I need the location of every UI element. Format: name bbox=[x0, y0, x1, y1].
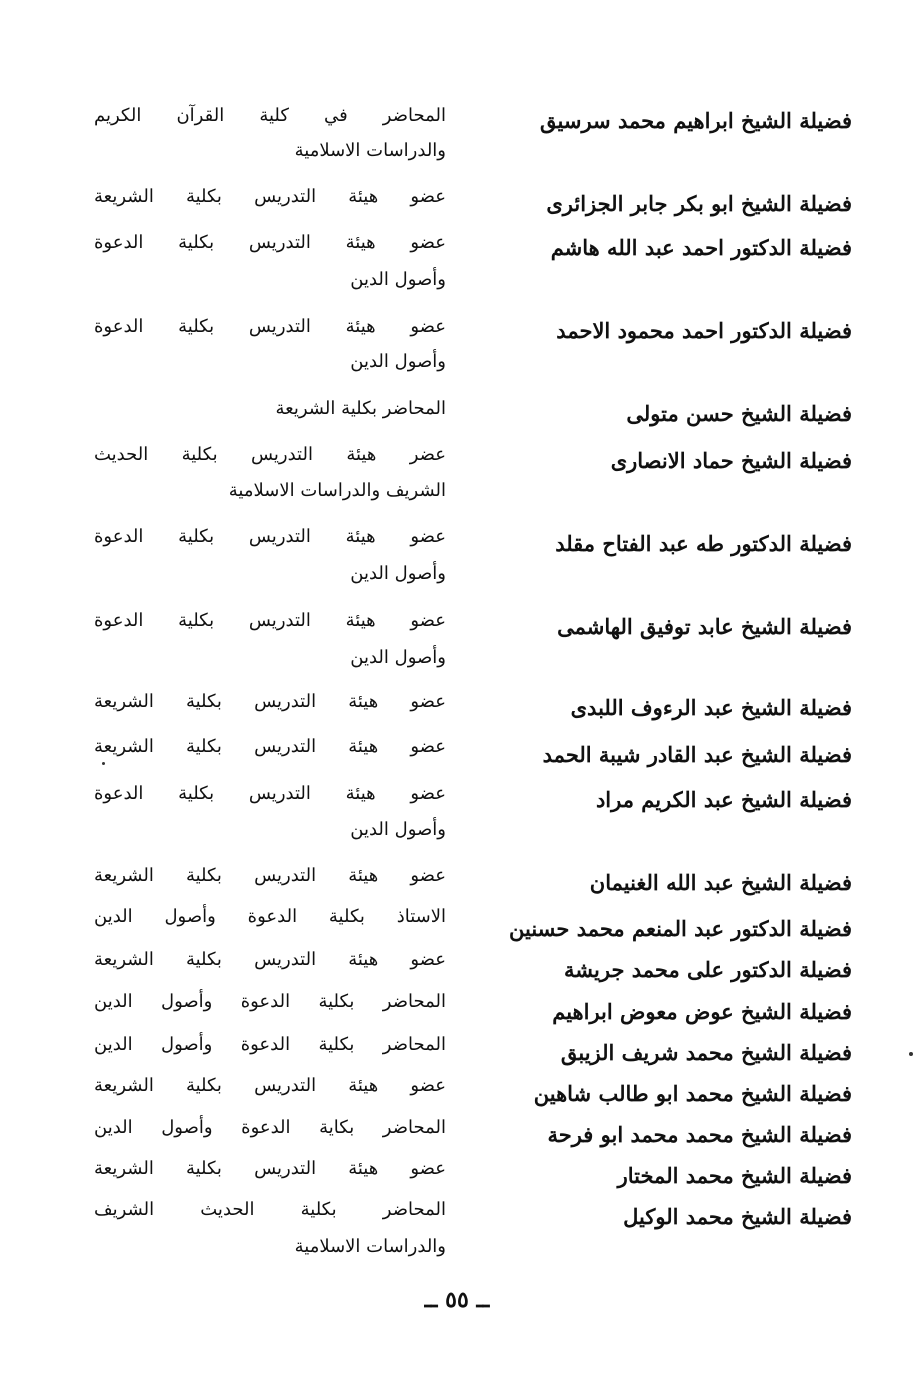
name-entry: فضيلة الشيخ ابراهيم محمد سرسيق bbox=[540, 108, 852, 133]
name-entry: فضيلة الشيخ محمد شريف الزيبق bbox=[560, 1040, 852, 1065]
role-line: عضو هيئة التدريس بكلية الدعوة bbox=[94, 610, 446, 631]
role-line: المحاضر بكلية الشريعة bbox=[275, 398, 446, 419]
role-line: عضو هيئة التدريس بكلية الدعوة bbox=[94, 316, 446, 337]
name-entry: فضيلة الدكتور احمد عبد الله هاشم bbox=[550, 235, 852, 260]
name-entry: فضيلة الشيخ ابو بكر جابر الجزائرى bbox=[546, 191, 852, 216]
scan-speck bbox=[909, 1052, 913, 1056]
role-line: عضو هيئة التدريس بكلية الشريعة bbox=[94, 691, 446, 712]
name-entry: فضيلة الشيخ محمد الوكيل bbox=[623, 1204, 852, 1229]
name-entry: فضيلة الدكتور احمد محمود الاحمد bbox=[556, 318, 852, 343]
name-entry: فضيلة الشيخ محمد المختار bbox=[617, 1163, 852, 1188]
role-line: الشريف والدراسات الاسلامية bbox=[228, 480, 446, 501]
name-entry: فضيلة الشيخ عابد توفيق الهاشمى bbox=[557, 614, 852, 639]
role-line: عضو هيئة التدريس بكلية الشريعة bbox=[94, 1158, 446, 1179]
role-line: وأصول الدين bbox=[350, 269, 446, 290]
role-line: عضو هيئة التدريس بكلية الشريعة bbox=[94, 736, 446, 757]
role-line: والدراسات الاسلامية bbox=[294, 140, 446, 161]
name-entry: فضيلة الدكتور على محمد جريشة bbox=[564, 957, 852, 982]
name-entry: فضيلة الشيخ محمد ابو طالب شاهين bbox=[533, 1081, 852, 1106]
role-line: وأصول الدين bbox=[350, 351, 446, 372]
role-line: عضو هيئة التدريس بكلية الشريعة bbox=[94, 186, 446, 207]
role-line: عضو هيئة التدريس بكلية الدعوة bbox=[94, 232, 446, 253]
name-entry: فضيلة الشيخ عوض معوض ابراهيم bbox=[552, 999, 852, 1024]
role-line: عضو هيئة التدريس بكلية الدعوة bbox=[94, 526, 446, 547]
name-entry: فضيلة الشيخ حماد الانصارى bbox=[610, 448, 852, 473]
scan-speck bbox=[102, 762, 105, 765]
role-line: عضر هيئة التدريس بكلية الحديث bbox=[94, 444, 446, 465]
role-line: الاستاذ بكلية الدعوة وأصول الدين bbox=[94, 906, 446, 927]
name-entry: فضيلة الشيخ عبد القادر شيبة الحمد bbox=[542, 742, 852, 767]
role-line: وأصول الدين bbox=[350, 563, 446, 584]
name-entry: فضيلة الشيخ محمد محمد ابو فرحة bbox=[547, 1122, 852, 1147]
role-line: المحاضر بكلية الدعوة وأصول الدين bbox=[94, 991, 446, 1012]
role-line: المحاضر بكاية الدعوة وأصول الدين bbox=[94, 1117, 446, 1138]
name-entry: فضيلة الدكتور طه عبد الفتاح مقلد bbox=[555, 531, 852, 556]
role-line: وأصول الدين bbox=[350, 647, 446, 668]
name-entry: فضيلة الشيخ عبد الله الغنيمان bbox=[589, 870, 852, 895]
name-entry: فضيلة الشيخ عبد الكريم مراد bbox=[595, 787, 852, 812]
role-line: المحاضر بكلية الحديث الشريف bbox=[94, 1199, 446, 1220]
role-line: عضو هيئة التدريس بكلية الشريعة bbox=[94, 865, 446, 886]
name-entry: فضيلة الشيخ عبد الرءوف اللبدى bbox=[570, 695, 852, 720]
role-line: عضو هيئة التدريس بكلية الشريعة bbox=[94, 949, 446, 970]
role-line: عضو هيئة التدريس بكلية الشريعة bbox=[94, 1075, 446, 1096]
role-line: المحاضر في كلية القرآن الكريم bbox=[94, 105, 446, 126]
role-line: عضو هيئة التدريس بكلية الدعوة bbox=[94, 783, 446, 804]
name-entry: فضيلة الشيخ حسن متولى bbox=[626, 401, 852, 426]
role-line: وأصول الدين bbox=[350, 819, 446, 840]
page-number: ــ ٥٥ ــ bbox=[424, 1287, 490, 1313]
role-line: والدراسات الاسلامية bbox=[294, 1236, 446, 1257]
role-line: المحاضر بكلية الدعوة وأصول الدين bbox=[94, 1034, 446, 1055]
name-entry: فضيلة الدكتور عبد المنعم محمد حسنين bbox=[509, 916, 852, 941]
